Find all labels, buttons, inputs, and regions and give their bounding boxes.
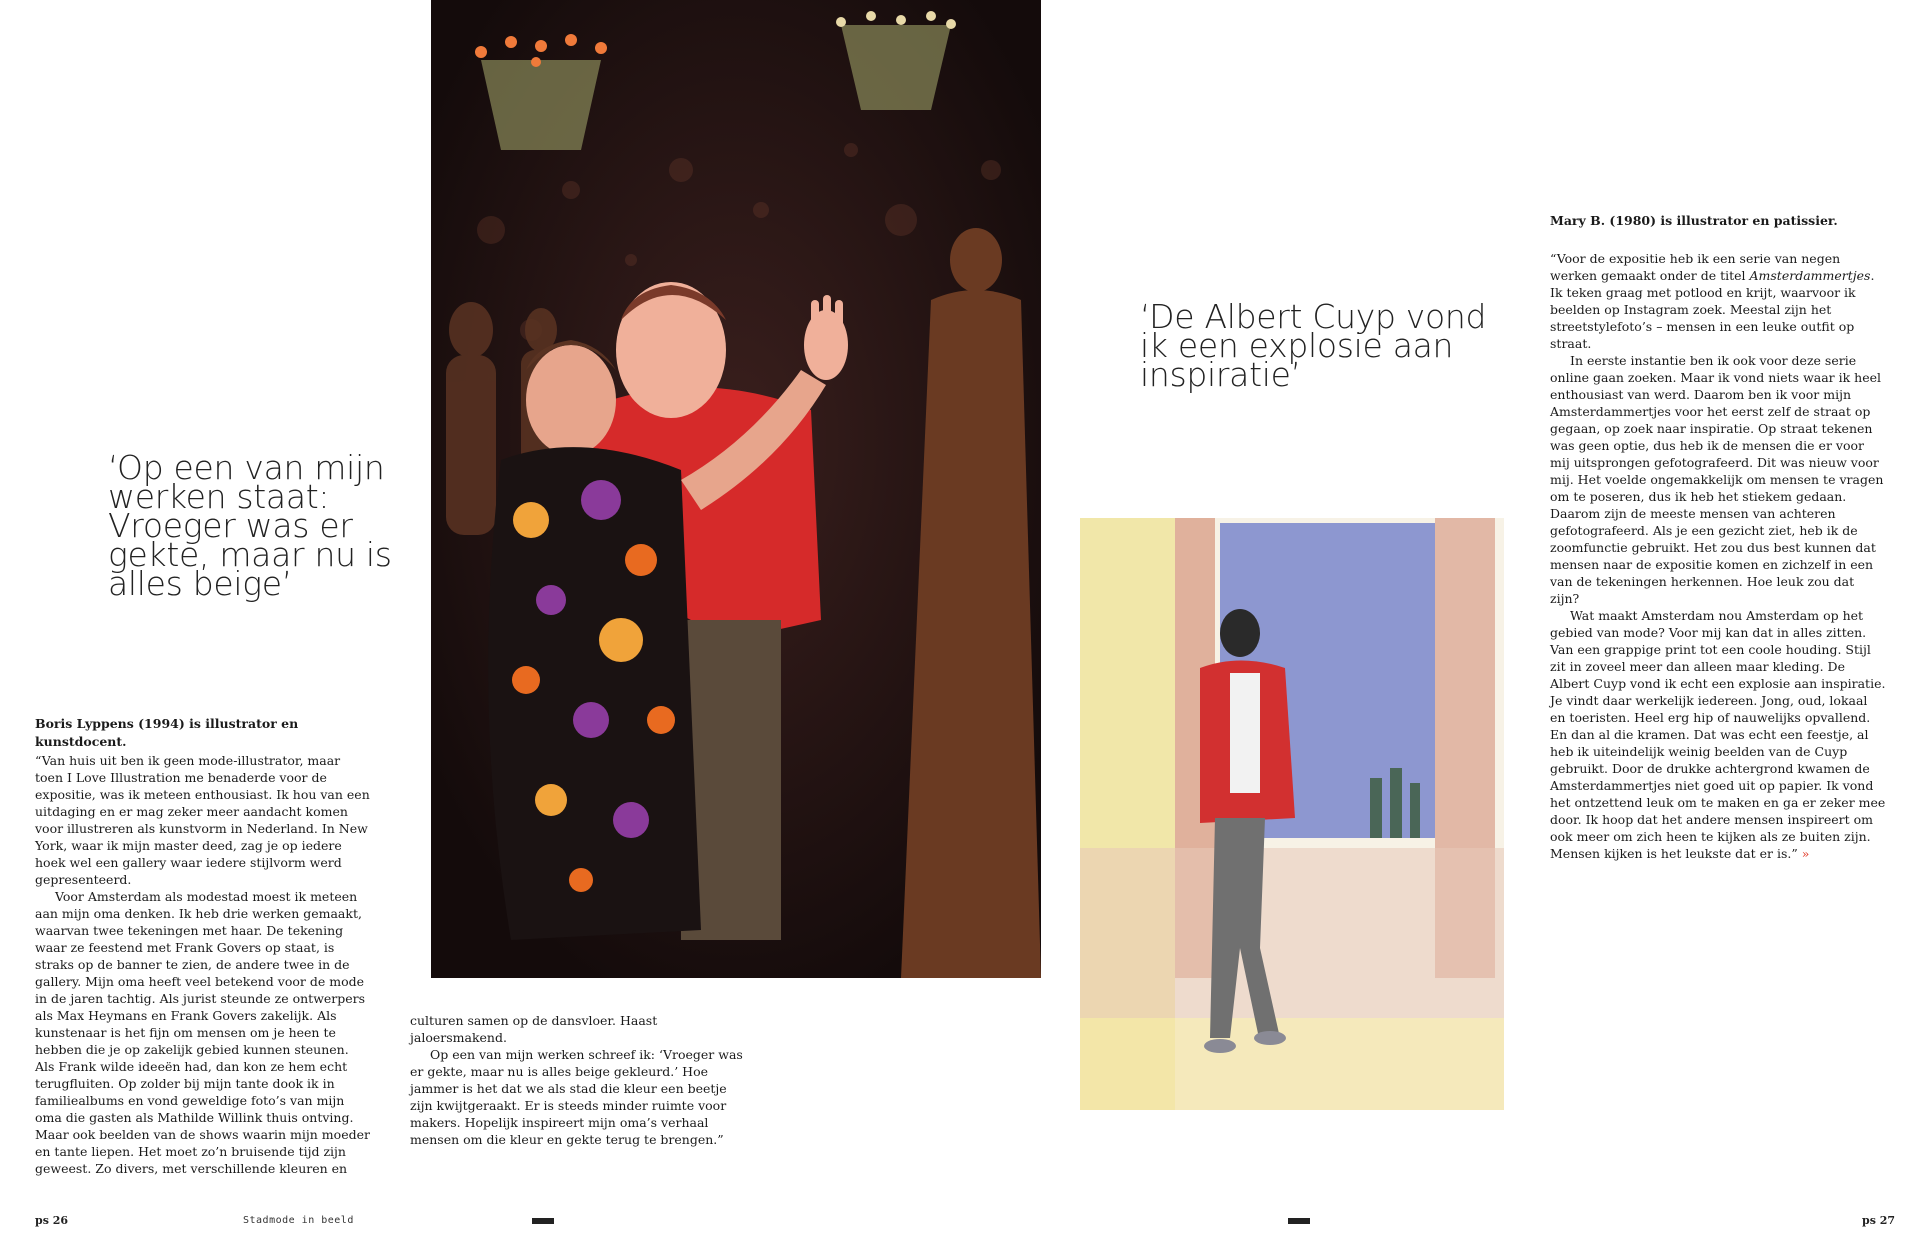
- continue-arrow-icon: »: [1801, 846, 1810, 861]
- footer-marker-left: [532, 1218, 554, 1224]
- author-line-mary: Mary B. (1980) is illustrator en patissier.: [1550, 213, 1838, 228]
- page-number-right: ps 27: [1862, 1214, 1896, 1227]
- paragraph: Voor Amsterdam als modestad moest ik meteen aan mijn oma denken. Ik heb drie werken gemaakt, waarvan twee tekeningen met haar. De tekening waar ze feestend met Frank Govers op staat, is straks op de banner te zien, de andere twee in de gallery. Mijn oma heeft veel betekend voor de mode in de jaren tachtig. Als jurist steunde ze ontwerpers als Max Heymans en Frank Govers zakelijk. Als kunstenaar is het fijn om mensen om je heen te hebben die je op zakelijk gebied kunnen steunen. Als Frank wilde ideeën had, dan kon ze hem echt terugfluiten. Op zolder bij mijn tante dook ik in familiealbums en vond geweldige foto’s van mijn oma die gasten als Mathilde Willink thuis ontving. Maar ook beelden van de shows waarin mijn moeder en tante liepen. Het moet zo’n bruisende tijd zijn geweest. Zo divers, met verschillende kleuren en: [35, 889, 370, 1176]
- paragraph: “Voor de expositie heb ik een serie van negen werken gemaakt onder de titel Amsterdammertjes. Ik teken graag met potlood en krijt, waarvoor ik beelden op Instagram zoek. Meestal zijn het streetstylefoto’s – mensen in een leuke outfit op straat.: [1550, 251, 1875, 351]
- paragraph: culturen samen op de dansvloer. Haast jaloersmakend.: [410, 1013, 658, 1045]
- street-illustration: [1080, 518, 1504, 1110]
- article-column-2: [410, 1012, 746, 1148]
- page-number-left: ps 26: [35, 1214, 69, 1227]
- paragraph: Wat maakt Amsterdam nou Amsterdam op het gebied van mode? Voor mij kan dat in alles zitten. Van een grappige print tot een coole houding. Stijl zit in zoveel meer dan alleen maar kleding. De Albert Cuyp vond ik echt een explosie aan inspiratie. Je vindt daar werkelijk iedereen. Jong, oud, lokaal en toeristen. Heel erg hip of nauwelijks opvallend. En dan al die kramen. Dat was echt een feestje, al heb ik uiteindelijk weinig beelden van de Cuyp gebruikt. Door de drukke achtergrond kwamen de Amsterdammertjes niet goed uit op papier. Ik vond het ontzettend leuk om te maken en ga er zeker mee door. Ik hoop dat het andere mensen inspireert om ook meer om zich heen te kijken als ze buiten zijn. Mensen kijken is het leukste dat er is.” »: [1550, 608, 1886, 861]
- pull-quote-right: ‘De Albert Cuyp vond ik een explosie aan inspiratie’: [1140, 297, 1487, 394]
- article-column-1: [35, 752, 371, 1177]
- article-column-3: [1550, 250, 1886, 862]
- paragraph: “Van huis uit ben ik geen mode-illustrator, maar toen I Love Illustration me benaderde voor de expositie, was ik meteen enthousiast. Ik hou van een uitdaging en er mag zeker meer aandacht komen voor illustreren als kunstvorm in Nederland. In New York, waar ik mijn master deed, zag je op iedere hoek wel een gallery waar iedere stijlvorm werd gepresenteerd.: [35, 753, 370, 887]
- paragraph: Op een van mijn werken schreef ik: ‘Vroeger was er gekte, maar nu is alles beige gekleurd.’ Hoe jammer is het dat we als stad die kleur een beetje zijn kwijtgeraakt. Er is steeds minder ruimte voor makers. Hopelijk inspireert mijn oma’s verhaal mensen om die kleur en gekte terug te brengen.”: [410, 1047, 743, 1147]
- dance-illustration: [431, 0, 1041, 978]
- footer-marker-right: [1288, 1218, 1310, 1224]
- section-name: Stadmode in beeld: [243, 1215, 354, 1226]
- series-title: Amsterdammertjes: [1749, 268, 1871, 283]
- author-line-boris: Boris Lyppens (1994) is illustrator en kunstdocent.: [35, 716, 299, 749]
- paragraph: In eerste instantie ben ik ook voor deze serie online gaan zoeken. Maar ik vond niets waar ik heel enthousiast van werd. Daarom ben ik voor mijn Amsterdammertjes voor het eerst zelf de straat op gegaan, op zoek naar inspiratie. Op straat tekenen was geen optie, dus heb ik de mensen die er voor mij uitsprongen gefotografeerd. Dit was nieuw voor mij. Het voelde ongemakkelijk om mensen te vragen om te poseren, dus ik heb het stiekem gedaan. Daarom zijn de meeste mensen van achteren gefotografeerd. Als je een gezicht ziet, heb ik de zoomfunctie gebruikt. Het zou dus best kunnen dat mensen naar de expositie komen en zichzelf in een van de tekeningen herkennen. Hoe leuk zou dat zijn?: [1550, 353, 1884, 606]
- pull-quote-left: ‘Op een van mijn werken staat: Vroeger was er gekte, maar nu is alles beige’: [108, 448, 392, 603]
